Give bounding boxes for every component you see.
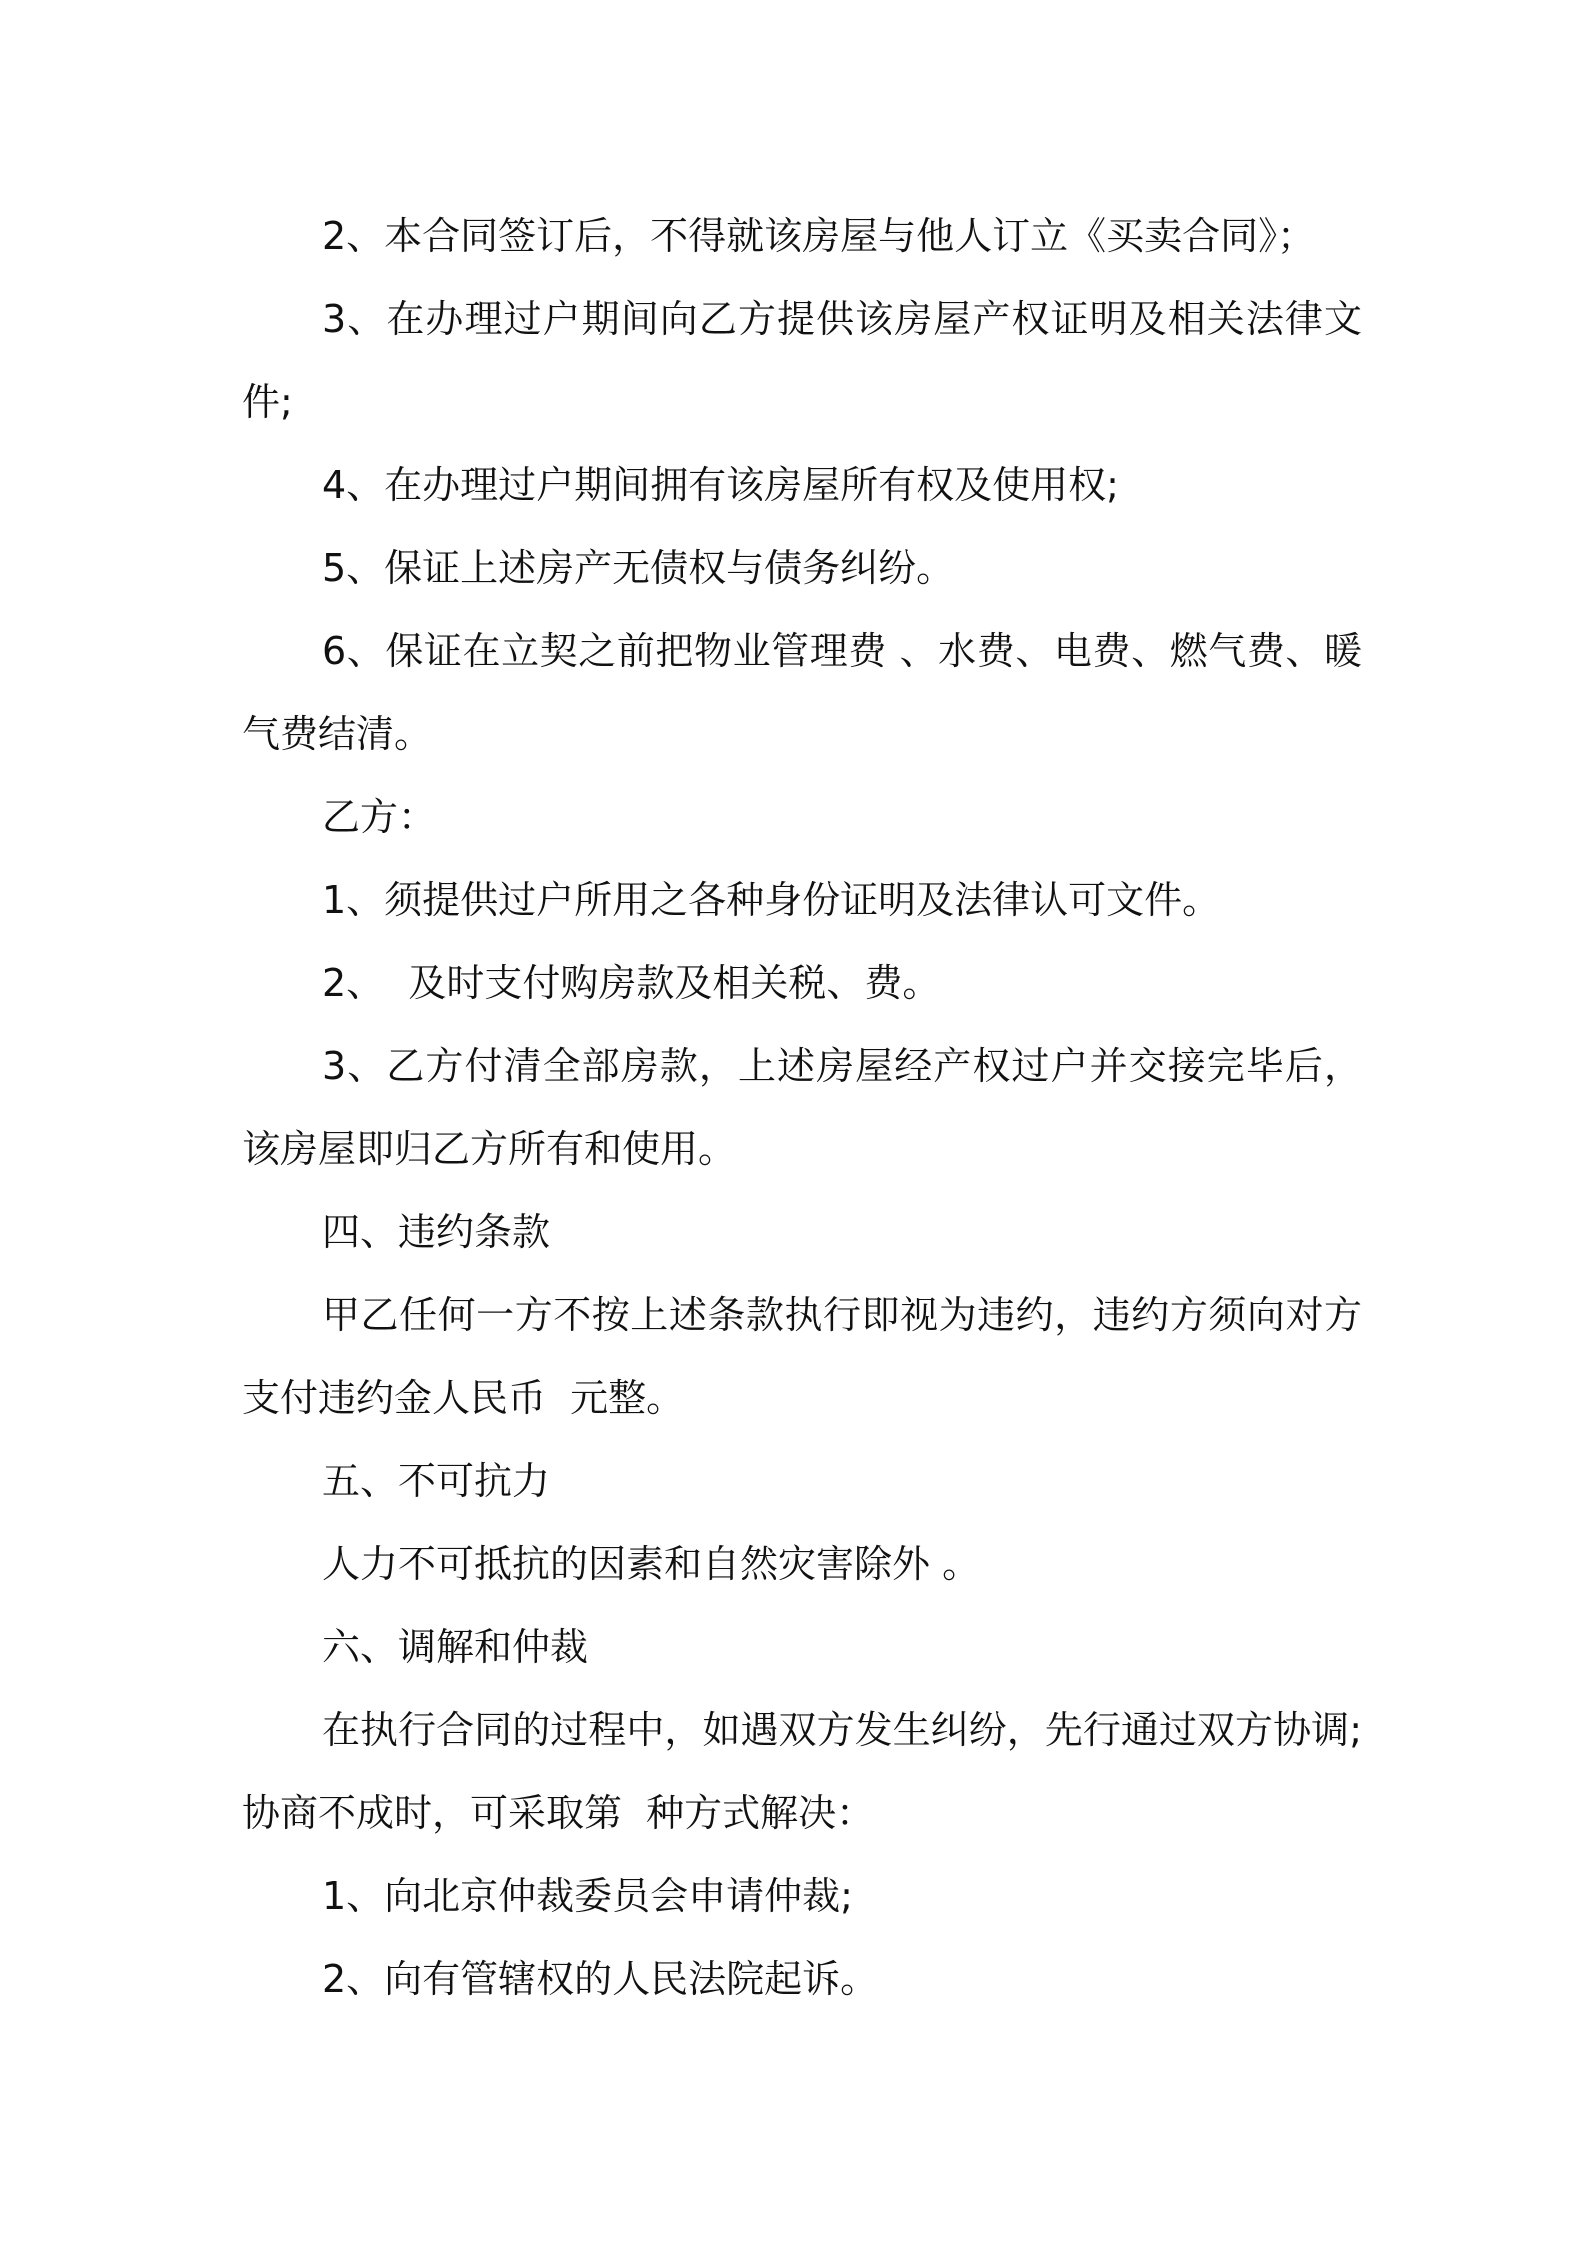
section-6-option-1: 1、向北京仲裁委员会申请仲裁; xyxy=(322,1874,853,1918)
section-4-body: 甲乙任何一方不按上述条款执行即视为违约，违约方须向对方支付违约金人民币 元整。 xyxy=(242,1293,1362,1420)
clause-6-settle-fees: 6、保证在立契之前把物业管理费 、水费、电费、燃气费、暖气费结清。 xyxy=(242,629,1362,756)
section-6-body: 在执行合同的过程中，如遇双方发生纠纷，先行通过双方协调;协商不成时，可采取第 种方式解决： xyxy=(242,1708,1362,1835)
party-b-clause-3: 3、乙方付清全部房款，上述房屋经产权过户并交接完毕后，该房屋即归乙方所有和使用。 xyxy=(242,1044,1362,1171)
section-5-body: 人力不可抵抗的因素和自然灾害除外 。 xyxy=(322,1542,981,1586)
clause-5-no-debt-disputes: 5、保证上述房产无债权与债务纠纷。 xyxy=(322,546,955,590)
party-b-heading: 乙方： xyxy=(322,795,437,839)
clause-3-provide-documents: 3、在办理过户期间向乙方提供该房屋产权证明及相关法律文件; xyxy=(242,297,1362,424)
section-5-heading: 五、不可抗力 xyxy=(322,1459,551,1503)
party-b-clause-2: 2、 及时支付购房款及相关税、费。 xyxy=(322,961,941,1005)
clause-4-ownership-during-transfer: 4、在办理过户期间拥有该房屋所有权及使用权; xyxy=(322,463,1119,507)
clause-2-no-other-contract: 2、本合同签订后，不得就该房屋与他人订立《买卖合同》； xyxy=(322,214,1316,258)
section-6-heading: 六、调解和仲裁 xyxy=(322,1625,589,1669)
party-b-clause-1: 1、须提供过户所用之各种身份证明及法律认可文件。 xyxy=(322,878,1221,922)
section-4-heading: 四、违约条款 xyxy=(322,1210,551,1254)
document-body xyxy=(242,195,1362,2021)
section-6-option-2: 2、向有管辖权的人民法院起诉。 xyxy=(322,1957,879,2001)
